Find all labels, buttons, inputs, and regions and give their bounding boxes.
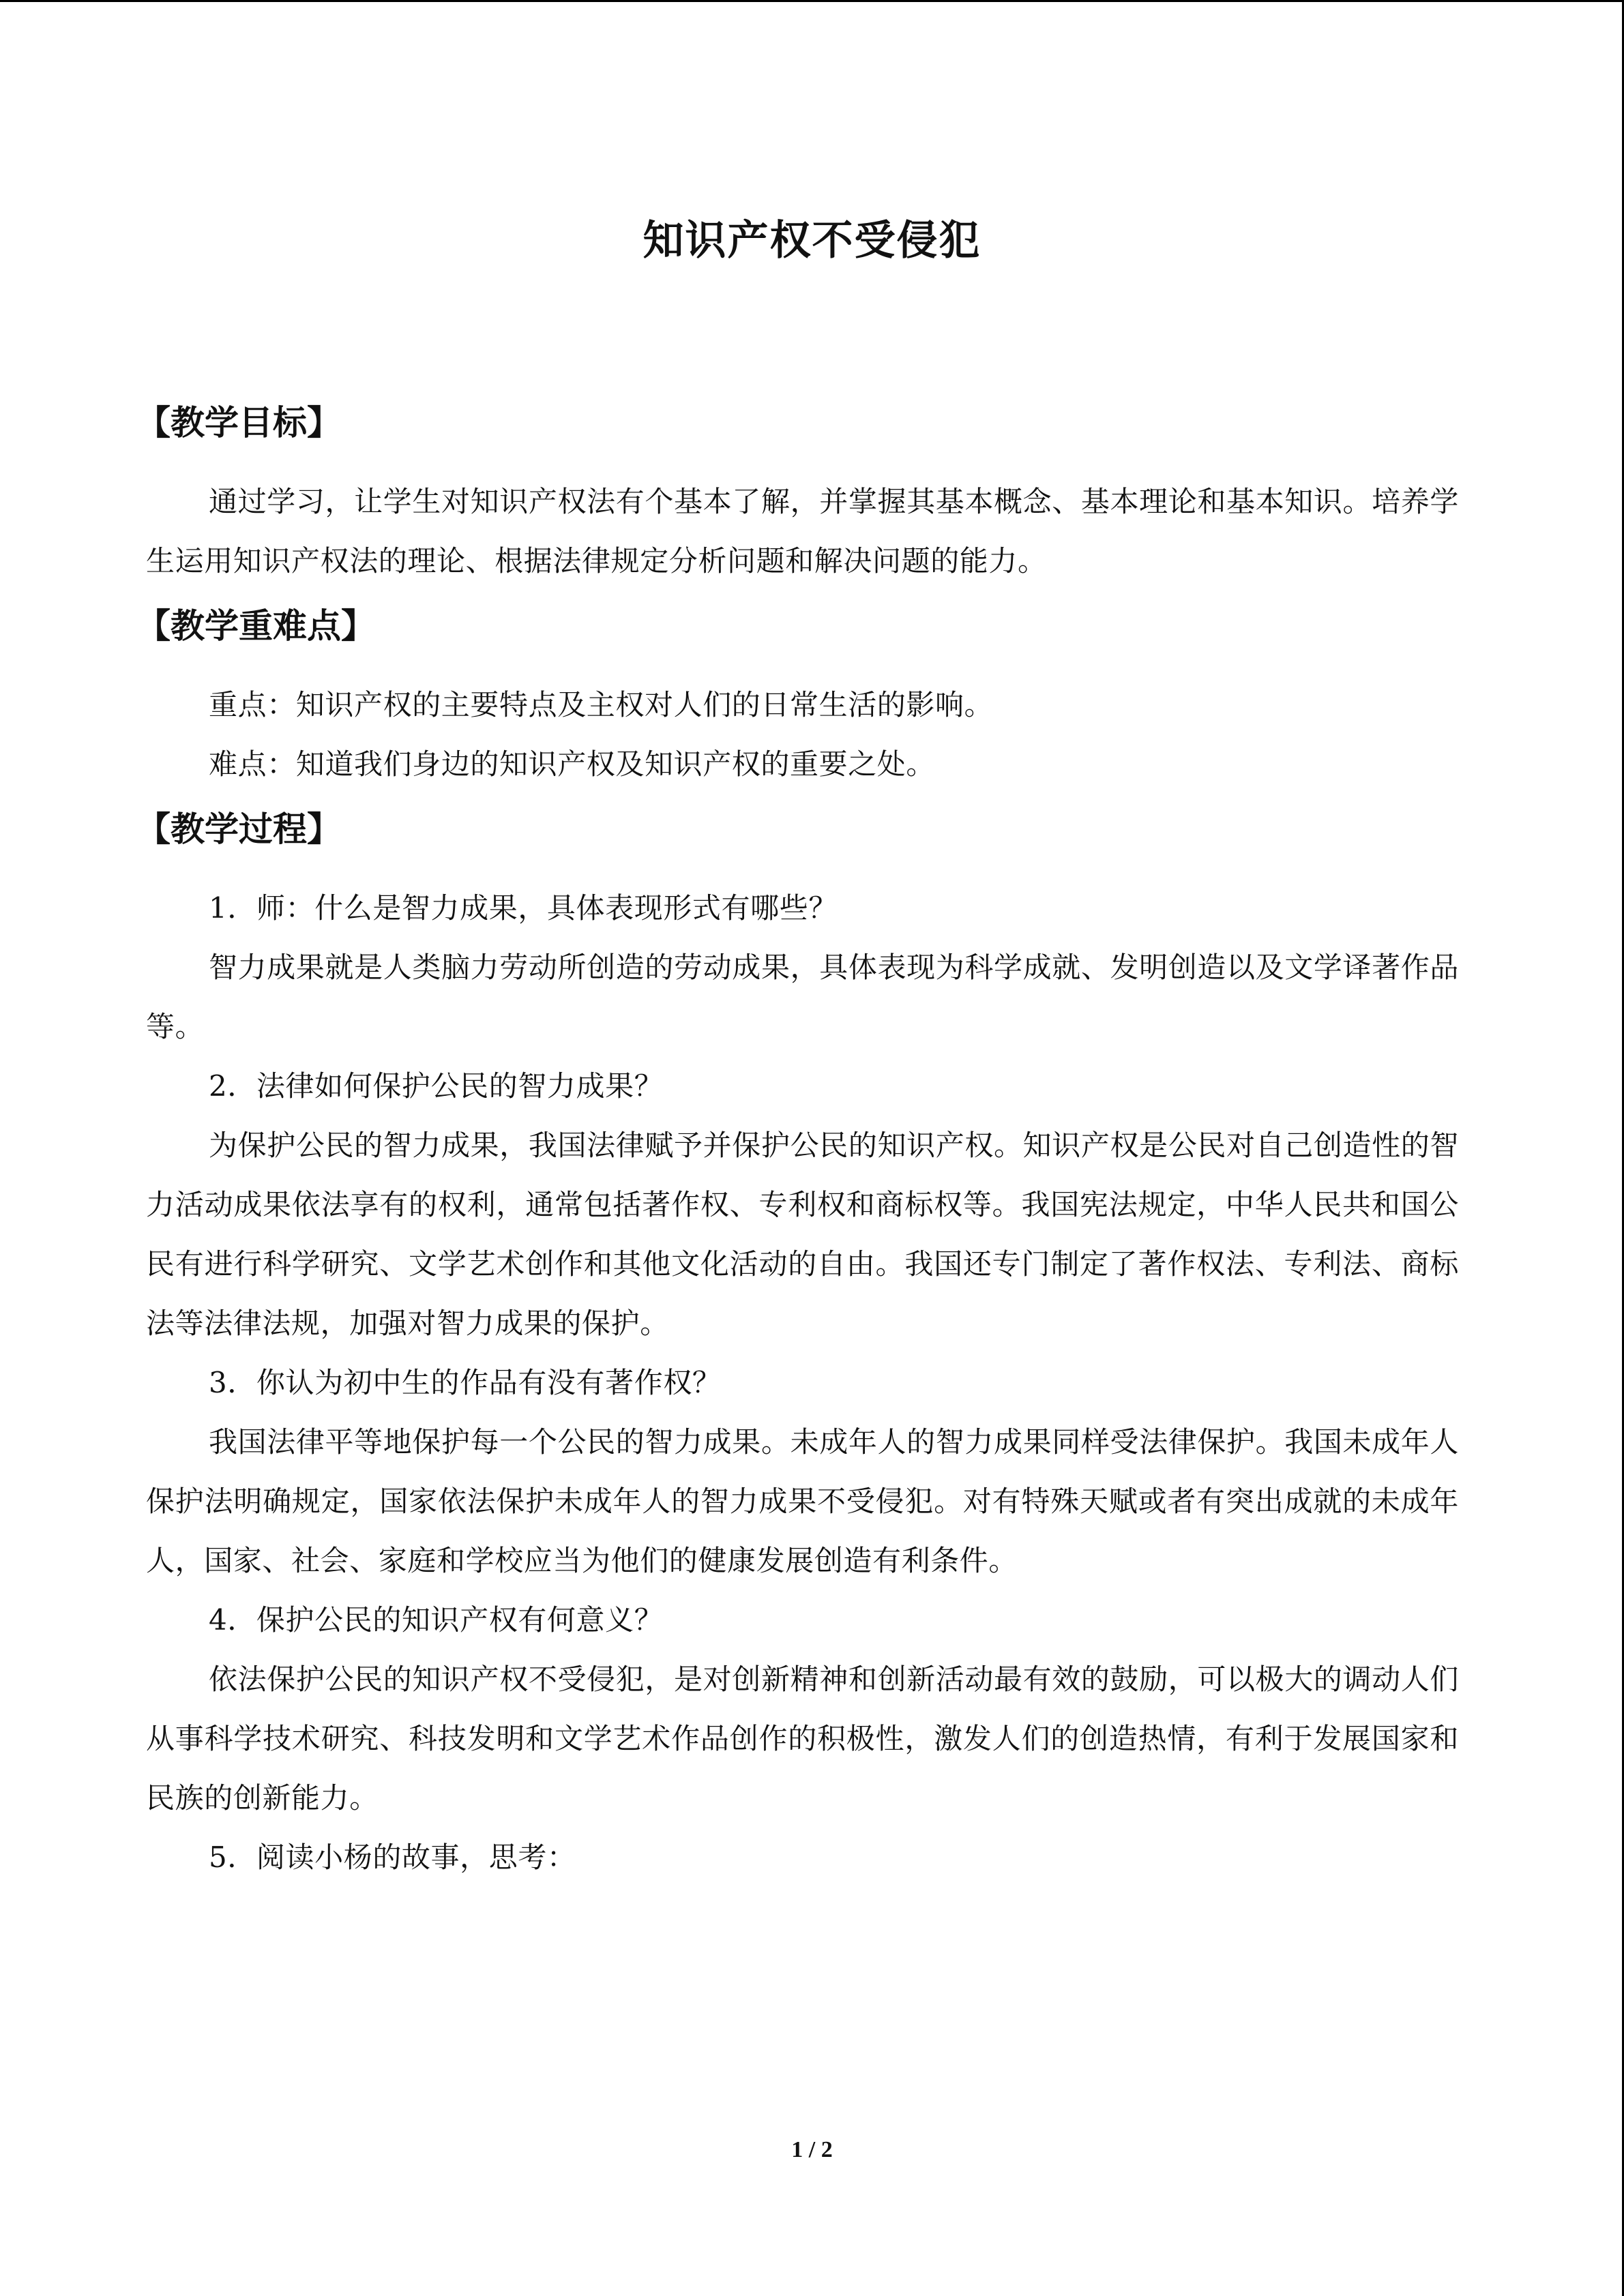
section-heading-goals: 【教学目标】 [136, 402, 341, 443]
section-heading-process: 【教学过程】 [136, 809, 341, 849]
paragraph: 通过学习，让学生对知识产权法有个基本了解，并掌握其基本概念、基本理论和基本知识。培养学生运用知识产权法的理论、根据法律规定分析问题和解决问题的能力。 [146, 485, 1459, 578]
question: 2．法律如何保护公民的智力成果？ [209, 1069, 664, 1103]
document-body [136, 389, 1459, 1887]
question: 3．你认为初中生的作品有没有著作权？ [209, 1366, 722, 1399]
paragraph: 我国法律平等地保护每一个公民的智力成果。未成年人的智力成果同样受法律保护。我国未成年人保护法明确规定，国家依法保护未成年人的智力成果不受侵犯。对有特殊天赋或者有突出成就的未成年人，国家、社会、家庭和学校应当为他们的健康发展创造有利条件。 [146, 1425, 1459, 1577]
paragraph: 为保护公民的智力成果，我国法律赋予并保护公民的知识产权。知识产权是公民对自己创造性的智力活动成果依法享有的权利，通常包括著作权、专利权和商标权等。我国宪法规定，中华人民共和国公民有进行科学研究、文学艺术创作和其他文化活动的自由。我国还专门制定了著作权法、专利法、商标法等法律法规，加强对智力成果的保护。 [146, 1129, 1459, 1340]
paragraph: 重点：知识产权的主要特点及主权对人们的日常生活的影响。 [209, 688, 994, 721]
page-border-top [0, 0, 1624, 2]
question: 5．阅读小杨的故事，思考： [209, 1840, 576, 1874]
paragraph: 难点：知道我们身边的知识产权及知识产权的重要之处。 [209, 747, 936, 781]
page-title: 知识产权不受侵犯 [643, 217, 981, 265]
section-heading-keypoints: 【教学重难点】 [136, 606, 375, 646]
question: 1．师：什么是智力成果，具体表现形式有哪些？ [209, 891, 838, 925]
question: 4．保护公民的知识产权有何意义？ [209, 1603, 664, 1637]
paragraph: 智力成果就是人类脑力劳动所创造的劳动成果，具体表现为科学成就、发明创造以及文学译著作品等。 [146, 951, 1459, 1043]
paragraph: 依法保护公民的知识产权不受侵犯，是对创新精神和创新活动最有效的鼓励，可以极大的调动人们从事科学技术研究、科技发明和文学艺术作品创作的积极性，激发人们的创造热情，有利于发展国家和民族的创新能力。 [146, 1663, 1459, 1815]
page-number: 1 / 2 [791, 2137, 833, 2162]
